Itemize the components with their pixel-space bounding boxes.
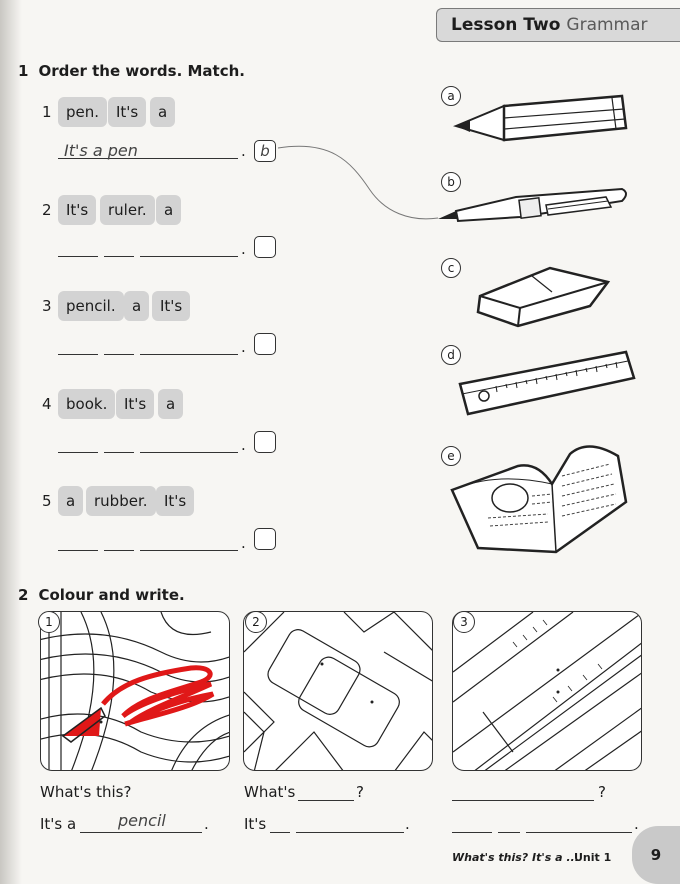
hidden-ruler-picture [453, 612, 642, 771]
full-stop: . [241, 338, 246, 356]
panel-1-question: What's this? [40, 783, 132, 801]
answer-line[interactable] [298, 782, 354, 801]
row-number: 2 [42, 201, 52, 219]
full-stop: . [405, 815, 410, 833]
panel-number: 3 [453, 611, 475, 633]
match-box[interactable] [254, 528, 276, 550]
word-chip[interactable]: a [124, 291, 149, 321]
word-chip[interactable]: It's [108, 97, 146, 127]
page-number: 9 [632, 826, 680, 884]
answer-line[interactable] [270, 814, 290, 833]
answer-text: It's a pen [64, 141, 138, 160]
answer-line[interactable] [526, 814, 632, 833]
word-chip[interactable]: a [158, 389, 183, 419]
word-chip[interactable]: a [58, 486, 83, 516]
colour-puzzle-2[interactable] [243, 611, 433, 771]
answer-line[interactable] [58, 336, 98, 355]
answer-line[interactable] [104, 336, 134, 355]
word-chip[interactable]: pen. [58, 97, 107, 127]
full-stop: . [204, 815, 209, 833]
footer-topic: What's this? It's a ... [452, 851, 579, 864]
rubber-icon[interactable] [470, 262, 615, 330]
picture-label-c: c [441, 258, 461, 278]
exercise-1-title: 1 Order the words. Match. [18, 62, 245, 80]
answer-line[interactable] [452, 814, 492, 833]
word-chip[interactable]: pencil. [58, 291, 124, 321]
word-chip[interactable]: It's [152, 291, 190, 321]
panel-2-question-prefix: What's [244, 783, 296, 801]
answer-line[interactable] [58, 532, 98, 551]
picture-label-e: e [441, 446, 461, 466]
panel-1-answer: pencil [118, 811, 166, 830]
picture-label-b: b [441, 172, 461, 192]
red-scribble [103, 668, 213, 724]
picture-label-d: d [441, 345, 461, 365]
answer-line[interactable] [58, 238, 98, 257]
panel-2-answer-prefix: It's [244, 815, 267, 833]
panel-2-question-mark: ? [356, 783, 364, 801]
answer-line[interactable] [140, 238, 238, 257]
full-stop: . [241, 436, 246, 454]
word-chip[interactable]: It's [116, 389, 154, 419]
word-chip[interactable]: rubber. [86, 486, 156, 516]
full-stop: . [634, 815, 639, 833]
word-chip[interactable]: It's [58, 195, 96, 225]
answer-line[interactable] [58, 434, 98, 453]
row-number: 5 [42, 492, 52, 510]
match-box[interactable] [254, 333, 276, 355]
word-chip[interactable]: book. [58, 389, 115, 419]
pen-icon[interactable] [436, 183, 632, 228]
answer-line[interactable] [104, 434, 134, 453]
panel-number: 2 [245, 611, 267, 633]
word-chip[interactable]: It's [156, 486, 194, 516]
match-box[interactable]: b [254, 140, 276, 162]
answer-line[interactable] [140, 532, 238, 551]
panel-number: 1 [38, 611, 60, 633]
row-number: 4 [42, 395, 52, 413]
match-box[interactable] [254, 431, 276, 453]
colour-puzzle-1[interactable] [40, 611, 230, 771]
answer-line[interactable] [104, 532, 134, 551]
footer-unit: Unit 1 [574, 851, 612, 864]
word-chip[interactable]: a [150, 97, 175, 127]
page-edge-shadow [0, 0, 22, 884]
pencil-icon[interactable] [452, 92, 632, 147]
row-number: 1 [42, 103, 52, 121]
answer-line[interactable] [104, 238, 134, 257]
book-icon[interactable] [448, 432, 630, 564]
answer-line[interactable] [498, 814, 520, 833]
full-stop: . [241, 240, 246, 258]
full-stop: . [241, 534, 246, 552]
exercise-2-title: 2 Colour and write. [18, 586, 185, 604]
full-stop: . [241, 142, 246, 160]
panel-3-question-mark: ? [598, 783, 606, 801]
word-chip[interactable]: a [156, 195, 181, 225]
ruler-icon[interactable] [456, 348, 636, 423]
picture-label-a: a [441, 86, 461, 106]
lesson-header [436, 8, 680, 42]
answer-line[interactable] [140, 336, 238, 355]
answer-line[interactable] [452, 782, 594, 801]
match-box[interactable] [254, 236, 276, 258]
word-chip[interactable]: ruler. [100, 195, 155, 225]
section-title: Grammar [566, 15, 648, 35]
colour-puzzle-3[interactable] [452, 611, 642, 771]
panel-1-answer-prefix: It's a [40, 815, 77, 833]
lesson-title: Lesson Two [451, 15, 561, 35]
hidden-pencil-picture [41, 612, 230, 771]
match-connector-line [270, 140, 450, 230]
answer-line[interactable] [140, 434, 238, 453]
answer-line[interactable] [296, 814, 404, 833]
row-number: 3 [42, 297, 52, 315]
hidden-rubber-picture [244, 612, 433, 771]
